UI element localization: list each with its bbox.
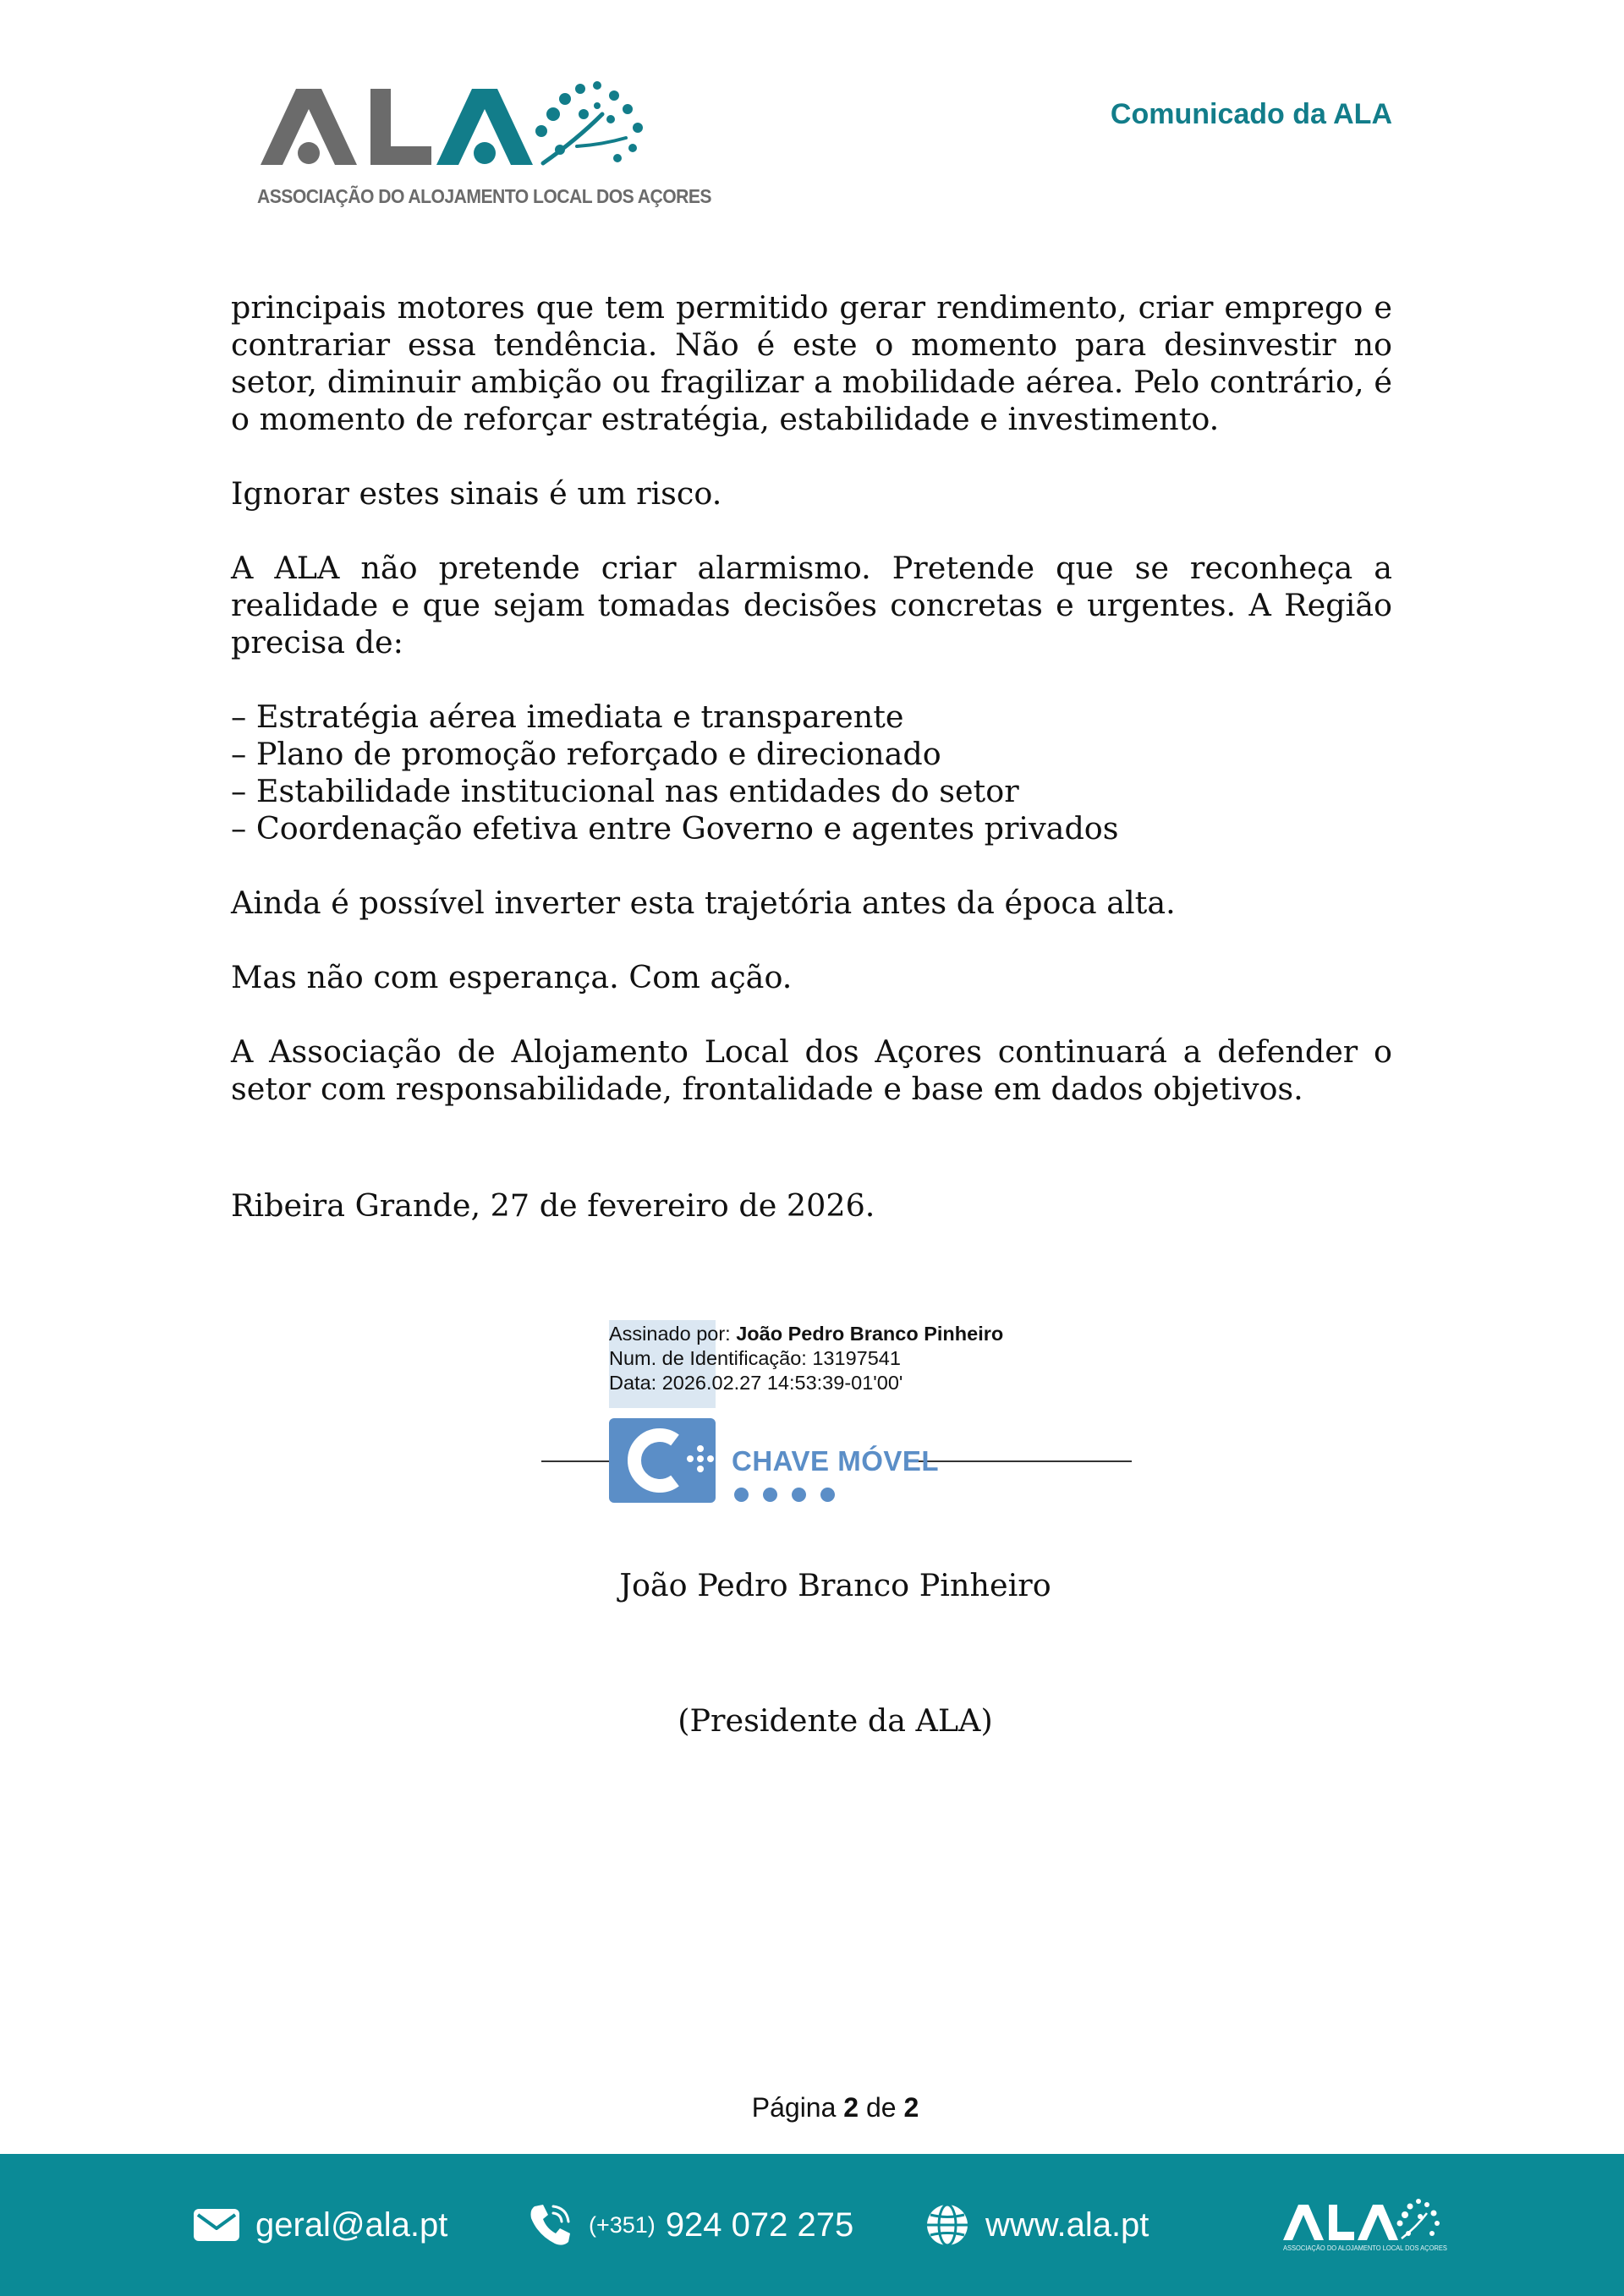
ala-logo	[255, 80, 711, 216]
footer-website-text[interactable]: www.ala.pt	[985, 2206, 1149, 2244]
place-date: Ribeira Grande, 27 de fevereiro de 2026.	[231, 1187, 875, 1224]
signer-role: (Presidente da ALA)	[678, 1702, 993, 1739]
id-label: Num. de Identificação:	[609, 1347, 807, 1369]
body-paragraph: A Associação de Alojamento Local dos Açores continuará a defender o setor com responsabilidade, frontalidade e base em dados objetivos.	[231, 1033, 1392, 1107]
body-paragraph: A ALA não pretende criar alarmismo. Pretende que se reconheça a realidade e que sejam tomadas decisões concretas e urgentes. A Região precisa de:	[231, 550, 1392, 660]
body-paragraph: Ignorar estes sinais é um risco.	[231, 475, 722, 512]
phone-icon	[526, 2201, 573, 2249]
id-line	[609, 1346, 1003, 1371]
body-paragraph: Mas não com esperança. Com ação.	[231, 959, 793, 995]
globe-icon	[924, 2202, 970, 2248]
footer-phone-number[interactable]: 924 072 275	[665, 2206, 854, 2244]
chave-movel-label: CHAVE MÓVEL	[732, 1445, 940, 1477]
list-item: – Coordenação efetiva entre Governo e agentes privados	[231, 810, 1119, 847]
footer-bar	[0, 2154, 1624, 2296]
signed-by-name: João Pedro Branco Pinheiro	[736, 1323, 1004, 1345]
signature-details	[609, 1322, 1003, 1395]
date-label: Data:	[609, 1372, 657, 1394]
ala-logo-icon	[255, 80, 653, 173]
footer-website[interactable]	[924, 2154, 1149, 2296]
list-item: – Plano de promoção reforçado e direcionado	[231, 736, 941, 772]
date-value: 2026.02.27 14:53:39-01'00'	[661, 1372, 903, 1394]
signature-line-right	[905, 1460, 1132, 1462]
logo-subtitle: ASSOCIAÇÃO DO ALOJAMENTO LOCAL DOS AÇORES	[257, 185, 711, 207]
footer-phone[interactable]	[526, 2154, 853, 2296]
chave-movel-icon	[609, 1418, 716, 1503]
page-title: Comunicado da ALA	[1110, 98, 1392, 130]
envelope-icon	[193, 2208, 240, 2242]
signed-by-line	[609, 1322, 1003, 1346]
chave-movel-dots	[734, 1488, 849, 1505]
footer-logo-subtitle: ASSOCIAÇÃO DO ALOJAMENTO LOCAL DOS AÇORES	[1283, 2244, 1447, 2252]
document-body	[231, 289, 1392, 1225]
body-paragraph: Ainda é possível inverter esta trajetória antes da época alta.	[231, 885, 1176, 921]
signer-name: João Pedro Branco Pinheiro	[619, 1567, 1051, 1603]
footer-email[interactable]	[193, 2154, 447, 2296]
signature-line-left	[541, 1460, 609, 1462]
signed-by-label: Assinado por:	[609, 1323, 731, 1345]
id-value: 13197541	[812, 1347, 901, 1369]
digital-signature	[541, 1317, 1133, 1511]
date-line	[609, 1371, 1003, 1395]
list-item: – Estabilidade institucional nas entidades do setor	[231, 773, 1019, 809]
list-item: – Estratégia aérea imediata e transparente	[231, 699, 904, 735]
footer-phone-prefix: (+351)	[589, 2211, 656, 2238]
needs-list	[231, 699, 1392, 847]
footer-email-text[interactable]: geral@ala.pt	[255, 2206, 448, 2244]
body-paragraph: principais motores que tem permitido gerar rendimento, criar emprego e contrariar essa tendência. Não é este o momento para desinvestir no setor, diminuir ambição ou fragilizar a mobilidade aérea. Pelo contrário, é o momento de reforçar estratégia, estabilidade e investimento.	[231, 289, 1392, 437]
page-number: Página 2 de 2	[751, 2092, 919, 2123]
